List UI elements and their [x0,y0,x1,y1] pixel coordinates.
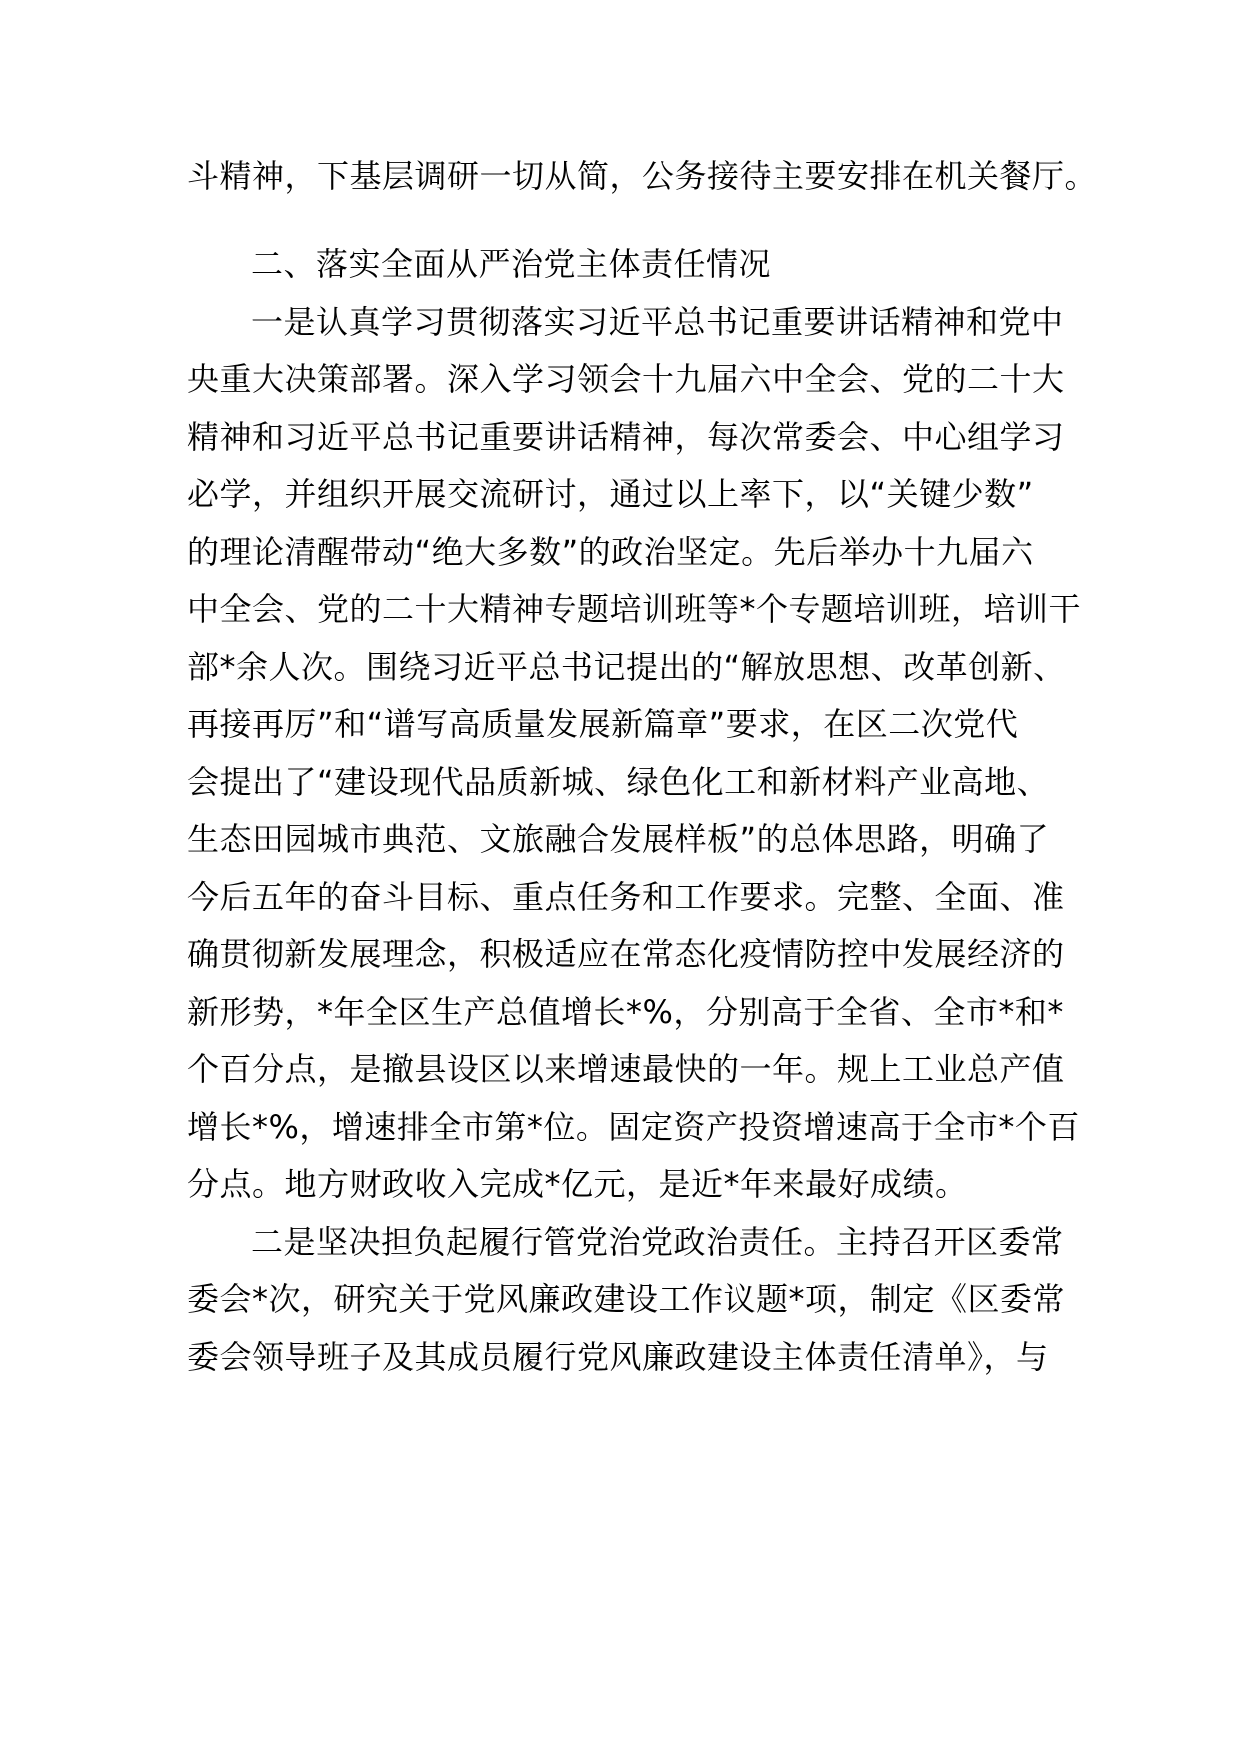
paragraph-line: 央重大决策部署。深入学习领会十九届六中全会、党的二十大 [187,360,1065,398]
paragraph-line: 今后五年的奋斗目标、重点任务和工作要求。完整、全面、准 [187,878,1065,916]
paragraph-line: 的理论清醒带动“绝大多数”的政治坚定。先后举办十九届六 [187,533,1034,571]
paragraph-line: 会提出了“建设现代品质新城、绿色化工和新材料产业高地、 [187,763,1050,801]
paragraph-line: 委会*次，研究关于党风廉政建设工作议题*项，制定《区委常 [187,1280,1066,1318]
paragraph-line: 新形势，*年全区生产总值增长*%，分别高于全省、全市*和* [187,993,1064,1031]
paragraph-line: 部*余人次。围绕习近平总书记提出的“解放思想、改革创新、 [187,648,1066,686]
paragraph-line: 个百分点，是撤县设区以来增速最快的一年。规上工业总产值 [187,1050,1065,1088]
paragraph-line: 确贯彻新发展理念，积极适应在常态化疫情防控中发展经济的 [187,935,1065,973]
paragraph-line: 增长*%，增速排全市第*位。固定资产投资增速高于全市*个百 [187,1108,1080,1146]
paragraph-line: 中全会、党的二十大精神专题培训班等*个专题培训班，培训干 [187,590,1082,628]
paragraph-line: 二是坚决担负起履行管党治党政治责任。主持召开区委常 [251,1223,1064,1261]
paragraph-line: 必学，并组织开展交流研讨，通过以上率下，以“关键少数” [187,475,1034,513]
paragraph-line: 精神和习近平总书记重要讲话精神，每次常委会、中心组学习 [187,418,1065,456]
paragraph-line: 再接再厉”和“谱写高质量发展新篇章”要求，在区二次党代 [187,705,1019,743]
paragraph-line: 分点。地方财政收入完成*亿元，是近*年来最好成绩。 [187,1165,968,1203]
paragraph-line: 斗精神，下基层调研一切从简，公务接待主要安排在机关餐厅。 [187,157,1098,195]
section-heading: 二、落实全面从严治党主体责任情况 [251,245,772,283]
paragraph-line: 生态田园城市典范、文旅融合发展样板”的总体思路，明确了 [187,820,1050,858]
paragraph-line: 委会领导班子及其成员履行党风廉政建设主体责任清单》，与 [187,1338,1049,1376]
paragraph-line: 一是认真学习贯彻落实习近平总书记重要讲话精神和党中 [251,303,1064,341]
